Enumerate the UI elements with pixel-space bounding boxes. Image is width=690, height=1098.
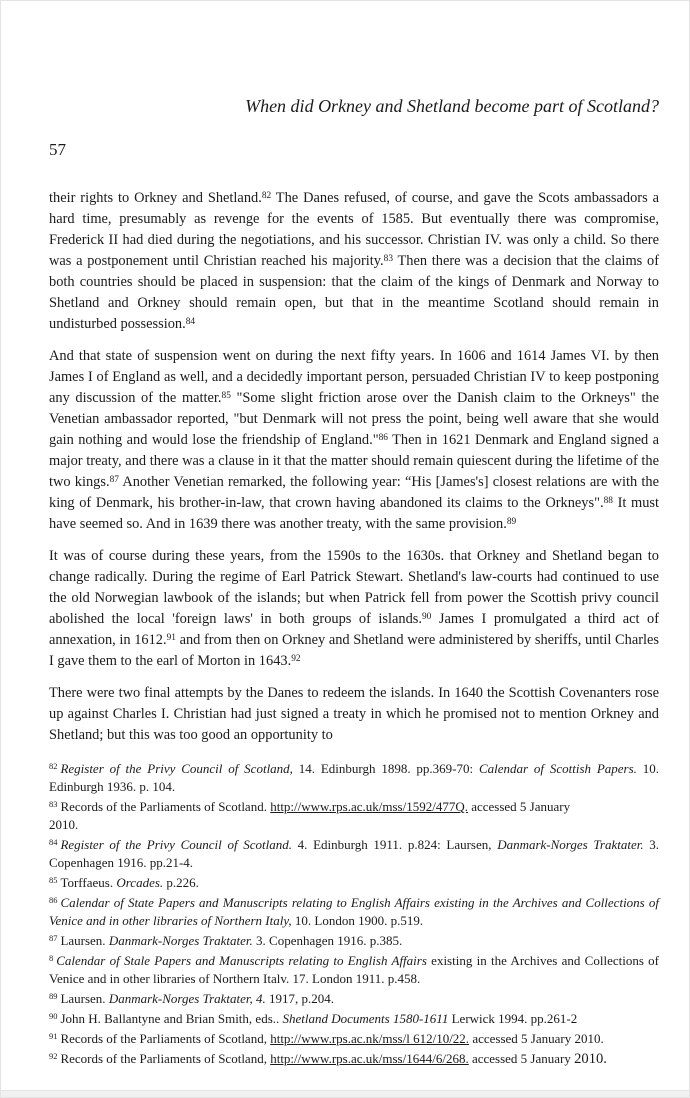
text-segment: 3. Copenhagen 1916. p.385. [252,933,403,948]
text-segment: 10. Edinburgh 1936. p. 104. [49,761,660,794]
text-segment: Records of the Parliaments of Scotland, [60,1051,271,1066]
text-segment: It was of course during these years, from the 1590s to the 1630s. that Orkney and Shetland began to change radically. During the regime of Earl Patrick Stewart. Shetland's law-courts had continued to use the old Norwegian lawbook of the islands; but when Patrick fell from power the Scottish privy council abolished the local 'foreign laws' in both groups of islands. [49,548,659,627]
text-segment: Records of the Parliaments of Scotland. [60,799,271,814]
text-segment: their rights to Orkney and Shetland. [49,190,262,206]
text-segment: Calendar of State Papers and Manuscripts relating to English Affairs existing in the Archives and Collections of Venice and in other libraries of Northern Italy, [49,895,659,928]
footnote-link[interactable]: http://www.rps.ac.nk/mss/l 612/10/22. [270,1031,470,1046]
footnote-ref: 88 [603,495,613,506]
text-segment: 2010. [574,1051,607,1067]
text-segment: James I promulgated a third act of annexation, in 1612. [49,611,659,648]
footnote-marker: 91 [49,1031,58,1042]
footnote-ref: 82 [261,190,272,201]
footnote-ref: 85 [221,390,231,401]
text-segment: Register of the Privy Council of Scotland, [60,761,293,776]
text-segment: Calendar of Scottish Papers. [478,761,637,776]
footnote-marker: 90 [49,1011,58,1022]
text-segment: and from then on Orkney and Shetland were administered by sheriffs, until Charles I gave them to the earl of Morton in 1643. [49,632,659,669]
text-segment: Torffaeus. [60,875,117,890]
text-segment: 2010. [49,817,79,832]
footnote-ref: 83 [383,253,393,264]
text-segment: 14. Edinburgh 1898. pp.369-70: [292,761,479,776]
footnote-marker: 89 [49,991,58,1002]
footnote-marker: 82 [49,761,58,772]
text-segment: 10. London 1900. p.519. [291,913,424,928]
footnote-link[interactable]: http://www.rps.ac.uk/mss/1644/6/268. [270,1051,469,1066]
text-segment: And that state of suspension went on during the next fifty years. In 1606 and 1614 James VI. by then James I of England as well, and a decidedly important person, persuaded Christian IV to keep postponing any discussion of the matter. [49,348,659,406]
body-paragraph [49,188,659,335]
text-segment: p.226. [163,875,199,890]
text-segment: Laursen. [60,933,109,948]
footnote [49,1030,659,1048]
footnote-ref: 90 [422,611,432,622]
text-segment: accessed 5 January [467,799,571,814]
body-paragraph [49,683,659,746]
text-segment: The Danes refused, of course, and gave the Scots ambassadors a hard time, presumably as revenge for the events of 1585. But eventually there was compromise, Frederick II had died during the negotiations, and his successor. Christian IV. was only a child. So there was a postponement until Christian reached his majority. [49,190,659,269]
footnote [49,932,659,950]
footnote-marker: 86 [49,895,58,906]
footnote [49,1050,659,1068]
text-segment: Danmark-Norges Traktater. [108,933,253,948]
page-number: 57 [49,140,66,159]
footnote [49,798,659,834]
footnote-marker: 84 [49,837,58,848]
text-segment: existing in the Archives and Collections of Venice and in other libraries of Northern Italv. 17. London 1911. p.458. [49,953,659,986]
running-title: When did Orkney and Shetland become part of Scotland? [245,96,659,116]
footnote-ref: 91 [166,632,176,643]
text-segment: accessed 5 January [468,1051,575,1066]
footnote-ref: 87 [109,474,119,485]
text-segment: It must have seemed so. And in 1639 there was another treaty, with the same provision. [49,495,659,532]
text-segment: Danmark-Norges Traktater. [497,837,644,852]
footnote [49,952,659,988]
footnotes-section [49,760,659,1068]
body-text [49,188,659,746]
footnote-ref: 86 [378,432,388,443]
text-segment: Records of the Parliaments of Scotland, [60,1031,271,1046]
text-segment: Calendar of Stale Papers and Manuscripts relating to English Affairs [56,953,427,968]
footnote-marker: 92 [49,1051,58,1062]
text-segment: accessed 5 January 2010. [469,1031,604,1046]
text-segment: 3. Copenhagen 1916. pp.21-4. [49,837,660,870]
text-segment: Another Venetian remarked, the following year: “His [James's] closest relations are with the king of Denmark, his brother-in-law, that crown having abandoned its claims to the Orkneys". [49,474,659,511]
text-segment: Shetland Documents 1580-1611 [282,1011,449,1026]
footnote [49,836,659,872]
footnote-marker: 8 [49,953,54,964]
footnote-ref: 89 [506,516,517,527]
text-segment: Lerwick 1994. pp.261-2 [448,1011,578,1026]
text-segment: Register of the Privy Council of Scotland. [60,837,292,852]
footnote-ref: 84 [185,316,196,327]
text-segment: Laursen. [60,991,109,1006]
footnote-marker: 85 [49,875,58,886]
footnote [49,894,659,930]
footnote [49,874,659,892]
footnote [49,1010,659,1028]
text-segment: "Some slight friction arose over the Danish claim to the Orkneys" the Venetian ambassador reported, "but Denmark will not press the point, being well aware that she would gain nothing and would lose the friendship of England." [49,390,659,448]
text-segment: 4. Edinburgh 1911. p.824: Laursen, [291,837,498,852]
footnote [49,990,659,1008]
body-paragraph [49,346,659,535]
text-segment: John H. Ballantyne and Brian Smith, eds.. [60,1011,283,1026]
text-segment: Then there was a decision that the claims of both countries should be placed in suspension: that the claim of the kings of Denmark and Norway to Shetland and Orkney should remain open, but that in the meantime Scotland should remain in undisturbed possession. [49,253,659,332]
text-segment: Then in 1621 Denmark and England signed a major treaty, and there was a clause in it that the matter should remain quiescent during the lifetime of the two kings. [49,432,659,490]
text-segment: Danmark-Norges Traktater, 4. [108,991,266,1006]
body-paragraph [49,546,659,672]
footnote-ref: 92 [291,653,301,664]
text-segment: There were two final attempts by the Danes to redeem the islands. In 1640 the Scottish Covenanters rose up against Charles I. Christian had just signed a treaty in which he promised not to mention Orkney and Shetland; but this was too good an opportunity to [49,685,659,743]
footnote-marker: 87 [49,933,58,944]
text-segment: Orcades. [116,875,164,890]
footnote-link[interactable]: http://www.rps.ac.uk/mss/1592/477Q. [270,799,468,814]
text-segment: 1917, p.204. [265,991,335,1006]
footnote [49,760,659,796]
footnote-marker: 83 [49,799,58,810]
